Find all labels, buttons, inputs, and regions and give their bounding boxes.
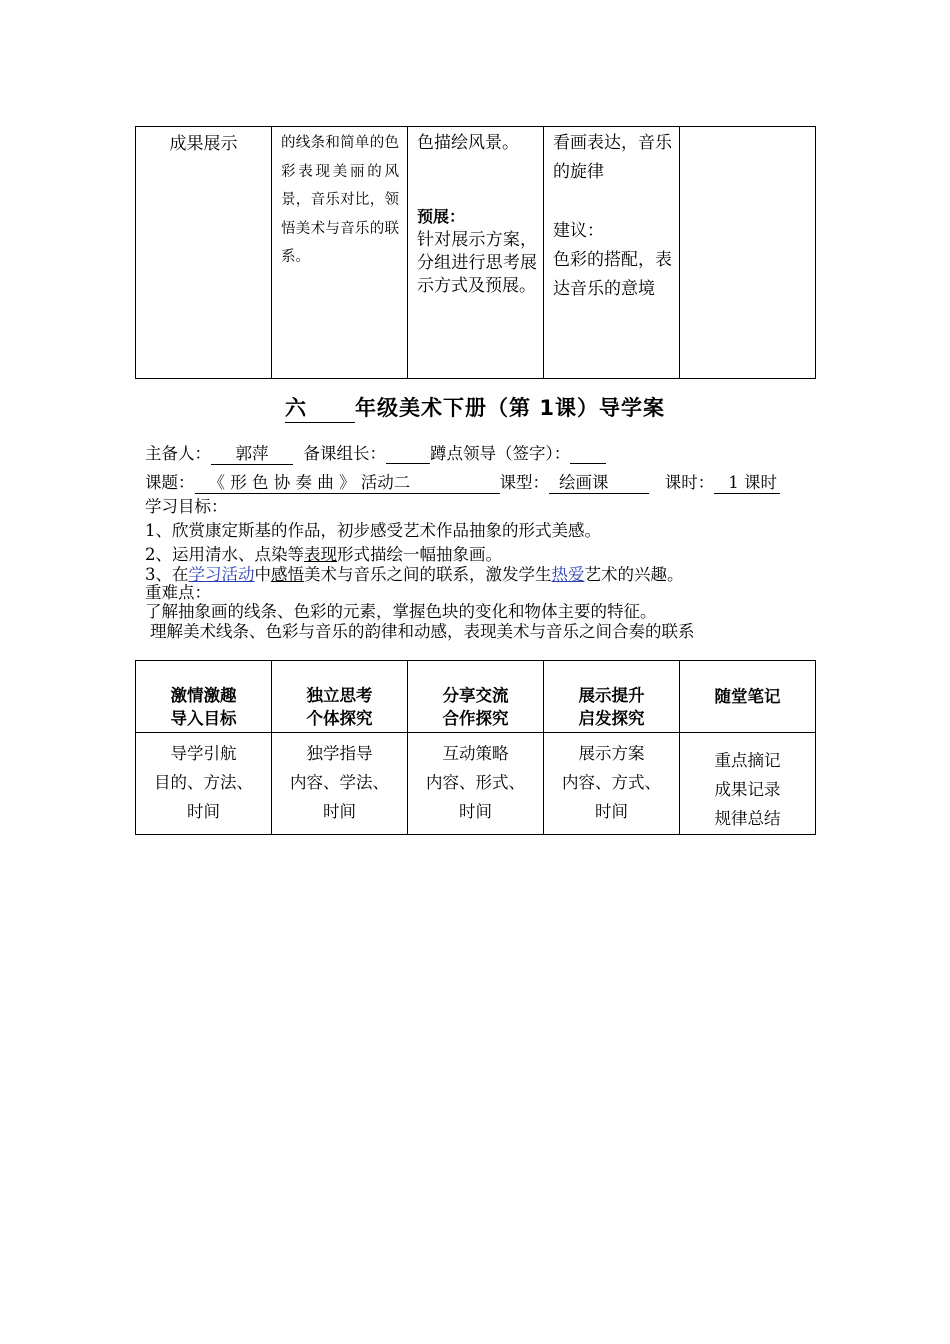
type-value: 绘画课 xyxy=(549,469,649,494)
notes-cell xyxy=(680,127,816,379)
header-cell: 随堂笔记 xyxy=(680,661,816,733)
header-cell: 独立思考 个体探究 xyxy=(272,661,408,733)
header-cell: 分享交流 合作探究 xyxy=(408,661,544,733)
difficulty-2: 理解美术线条、色彩与音乐的韵律和动感，表现美术与音乐之间合奏的联系 xyxy=(150,622,695,641)
topic-value: 《 形 色 协 奏 曲 》 活动二 xyxy=(195,469,500,494)
hours-label: 课时： xyxy=(664,473,715,492)
topic-label: 课题： xyxy=(145,473,195,492)
hours-value: 1 课时 xyxy=(714,469,780,494)
objective-2: 2、运用清水、点染等表现形式描绘一幅抽象画。 xyxy=(145,545,502,564)
group-leader-blank xyxy=(386,444,430,464)
activity-table-continued xyxy=(135,126,816,379)
difficulties-label: 重难点： xyxy=(145,583,211,602)
objective-1: 1、欣赏康定斯基的作品，初步感受艺术作品抽象的形式美感。 xyxy=(145,521,601,540)
group-leader-label: 备课组长： xyxy=(303,444,386,463)
suggestion-cell xyxy=(544,127,680,379)
preparer-line xyxy=(145,440,606,465)
table-cell: 重点摘记 成果记录 规律总结 xyxy=(680,733,816,835)
suggestion-top-text: 看画表达，音乐的旋律 xyxy=(553,133,672,182)
objective-3: 3、在学习活动中感悟美术与音乐之间的联系，激发学生热爱艺术的兴趣。 xyxy=(145,565,684,584)
table-cell: 独学指导 内容、学法、 时间 xyxy=(272,733,408,835)
table-cell: 互动策略 内容、形式、 时间 xyxy=(408,733,544,835)
title-text: 年级美术下册（第 1课）导学案 xyxy=(355,396,665,420)
header-cell: 展示提升 启发探究 xyxy=(544,661,680,733)
preparer-name: 郭萍 xyxy=(211,440,293,465)
objective-cell: 的线条和简单的色彩表现美丽的风景，音乐对比，领悟美术与音乐的联系。 xyxy=(272,127,408,379)
objectives-label: 学习目标： xyxy=(145,497,228,516)
topic-line xyxy=(145,469,780,494)
table-cell: 展示方案 内容、方式、 时间 xyxy=(544,733,680,835)
grade-field: 六 xyxy=(285,392,355,423)
activity-top-text: 色描绘风景。 xyxy=(417,133,519,153)
difficulty-1: 了解抽象画的线条、色彩的元素，掌握色块的变化和物体主要的特征。 xyxy=(145,602,657,621)
learning-structure-table xyxy=(135,660,816,835)
stage-cell xyxy=(136,127,272,379)
stage-label: 成果展示 xyxy=(169,134,238,154)
table-cell: 导学引航 目的、方法、 时间 xyxy=(136,733,272,835)
preparer-label: 主备人： xyxy=(145,444,211,463)
supervisor-label: 蹲点领导（签字）： xyxy=(430,444,571,463)
page-title xyxy=(150,392,800,423)
type-label: 课型： xyxy=(499,473,549,492)
suggestion-label: 建议： xyxy=(553,221,604,241)
supervisor-blank xyxy=(570,444,606,464)
learning-activity-link[interactable]: 学习活动 xyxy=(188,565,255,584)
preview-label: 预展： xyxy=(417,207,466,226)
activity-cell xyxy=(408,127,544,379)
preview-text: 针对展示方案，分组进行思考展示方式及预展。 xyxy=(417,230,537,296)
suggestion-text: 色彩的搭配，表达音乐的意境 xyxy=(553,250,672,299)
love-link[interactable]: 热爱 xyxy=(551,565,585,584)
header-cell: 激情激趣 导入目标 xyxy=(136,661,272,733)
